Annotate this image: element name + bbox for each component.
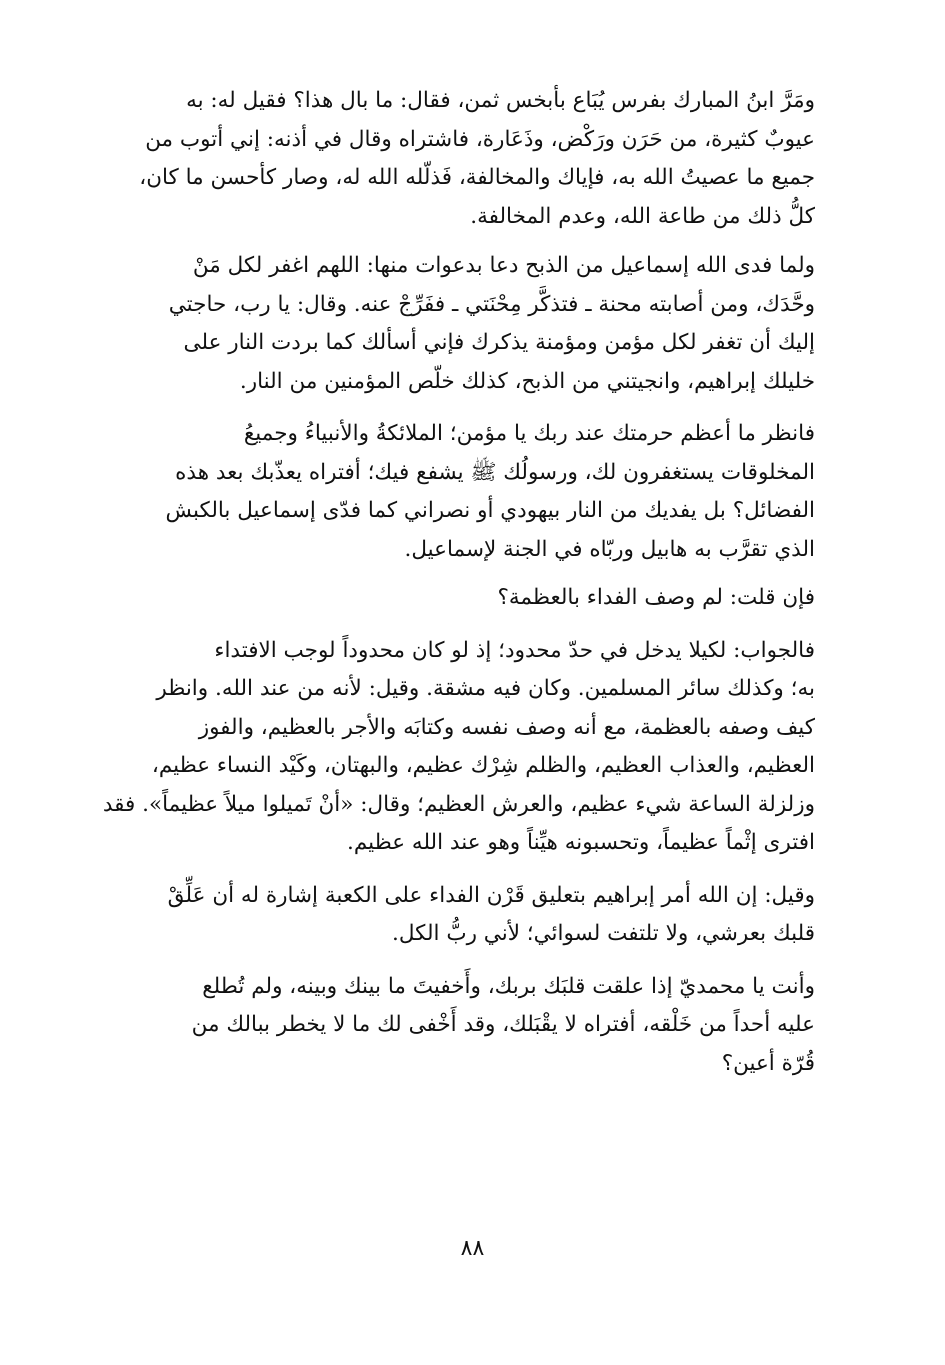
paragraph-7: وأنت يا محمديّ إذا علقت قلبَك بربك، وأَخفيتَ ما بينك وبينه، ولم تُطلع عليه أحداً من خَلْقه، أفتراه لا يقْبَلك، وقد أَخْفى لك ما لا يخطر ببالك من قُرّة أعين؟ <box>191 973 815 1076</box>
paragraph-6: وقيل: إن الله أمر إبراهيم بتعليق قَرْن الفداء على الكعبة إشارة له أن عَلِّقْ قلبك بعرشي، ولا تلتفت لسوائي؛ لأني ربُّ الكل. <box>167 882 815 946</box>
paragraph-5-answer: فالجواب: لكيلا يدخل في حدّ محدود؛ إذ لو كان محدوداً لوجب الافتداء به؛ وكذلك سائر المسلمين. وكان فيه مشقة. وقيل: لأنه من عند الله. وانظر كيف وصفه بالعظمة، مع أنه وصف نفسه وكتابَه والأجر بالعظيم، والفوز العظيم، والعذاب العظيم، والظلم شِرْك عظيم، والبهتان، وكَيْد النساء عظيم، وزلزلة الساعة شيء عظيم، والعرش العظيم؛ وقال: «أنْ تَميلوا ميلاً عظيماً». فقد افترى إثْماً عظيماً، وتحسبونه هيِّناً وهو عند الله عظيم. <box>102 637 815 855</box>
page-body <box>95 82 815 1083</box>
paragraph-4-question: فإن قلت: لم وصف الفداء بالعظمة؟ <box>497 585 815 610</box>
paragraph-3: فانظر ما أعظم حرمتك عند ربك يا مؤمن؛ الملائكةُ والأنبياءُ وجميعُ المخلوقات يستغفرون لك، ورسولُك ﷺ يشفع فيك؛ أفتراه يعذّبك بعد هذه الفضائل؟ بل يفديك من النار بيهودي أو نصراني كما فدّى إسماعيل بالكبش الذي تقرَّب به هابيل وربّاه في الجنة لإسماعيل. <box>165 421 815 562</box>
paragraph-1: ومَرَّ ابنُ المبارك بفرس يُبَاع بأبخس ثمن، فقال: ما بال هذا؟ فقيل له: به عيوبٌ كثيرة، من حَرَن ورَكْض، وذَعَارة، فاشتراه وقال في أذنه: إني أتوب من جميع ما عصيتُ الله به، فإياك والمخالفة، فَذلّله الله له، وصار كأحسن ما كان، كلُّ ذلك من طاعة الله، وعدم المخالفة. <box>139 88 815 229</box>
page-number: ٨٨ <box>460 1236 485 1261</box>
paragraph-2: ولما فدى الله إسماعيل من الذبح دعا بدعوات منها: اللهم اغفر لكل مَنْ وحَّدَك، ومن أصابته محنة ـ فتذكَّر مِحْنَتي ـ ففَرِّجْ عنه. وقال: يا رب، حاجتي إليك أن تغفر لكل مؤمن ومؤمنة يذكرك فإني أسألك كما بردت النار على خليلك إبراهيم، وانجيتني من الذبح، كذلك خلّص المؤمنين من النار. <box>168 253 815 394</box>
